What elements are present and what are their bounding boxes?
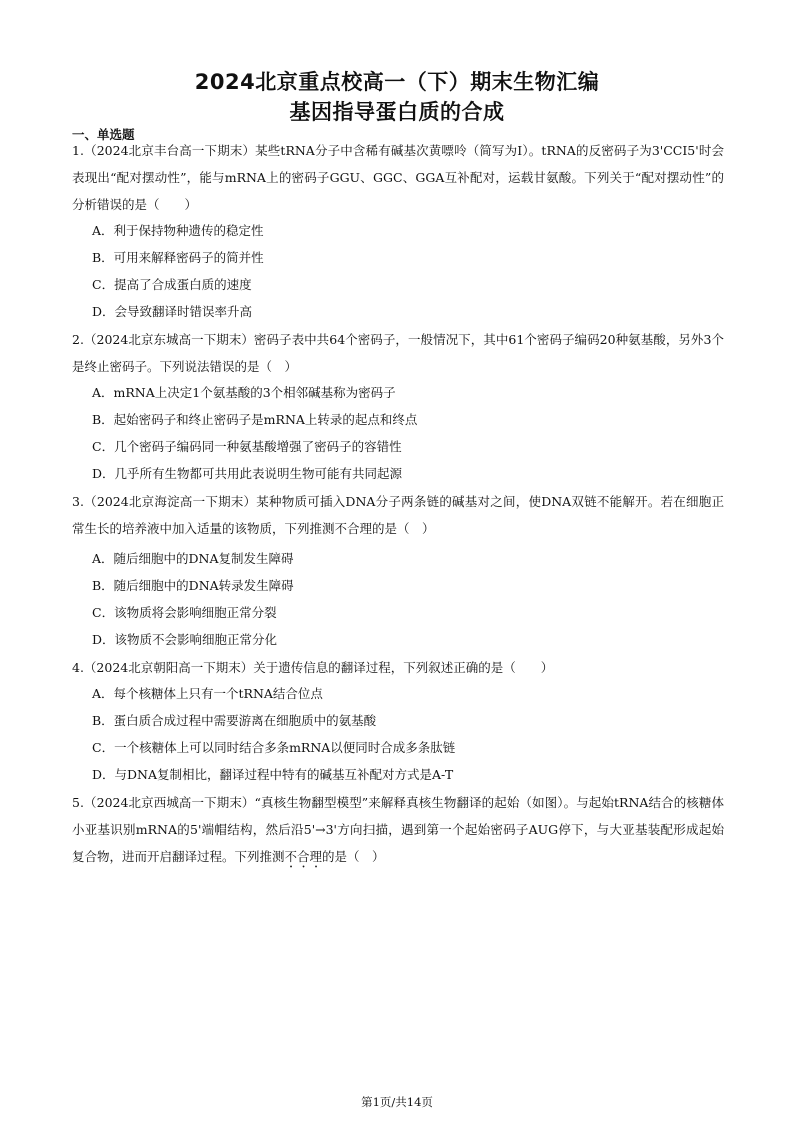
document-subtitle: 基因指导蛋白质的合成 <box>289 100 505 124</box>
question-4-option-c: C．一个核糖体上可以同时结合多条mRNA以便同时合成多条肽链 <box>92 740 456 755</box>
question-3-stem: 3.（2024北京海淀高一下期末）某种物质可插入DNA分子两条链的碱基对之间，使DNA双链不能解开。若在细胞正常生长的培养液中加入适量的该物质，下列推测不合理的是（ ） <box>72 494 724 536</box>
question-2-option-b: B．起始密码子和终止密码子是mRNA上转录的起点和终点 <box>92 412 418 427</box>
question-5-stem-text: 5.（2024北京西城高一下期末）“真核生物翻型模型”来解释真核生物翻译的起始（如图）。与起始tRNA结合的核糖体小亚基识别mRNA的5'端帽结构，然后沿5'→3'方向扫描，遇到第一个起始密码子AUG停下，与大亚基装配形成起始复合物，进而开启翻译过程。下列推测 <box>72 795 724 864</box>
question-2-option-d: D．几乎所有生物都可共用此表说明生物可能有共同起源 <box>92 466 403 481</box>
question-1-option-b: B．可用来解释密码子的简并性 <box>92 250 264 265</box>
document-title: 2024北京重点校高一（下）期末生物汇编 <box>194 70 600 94</box>
question-2-stem: 2.（2024北京东城高一下期末）密码子表中共64个密码子，一般情况下，其中61个密码子编码20种氨基酸，另外3个是终止密码子。下列说法错误的是（ ） <box>72 332 724 374</box>
section-heading: 一、单选题 <box>72 127 135 142</box>
question-3-option-a: A．随后细胞中的DNA复制发生障碍 <box>92 551 294 566</box>
question-4-option-a: A．每个核糖体上只有一个tRNA结合位点 <box>92 686 323 701</box>
question-1-stem: 1.（2024北京丰台高一下期末）某些tRNA分子中含稀有碱基次黄嘌呤（简写为I）。tRNA的反密码子为3'CCI5'时会表现出“配对摆动性”，能与mRNA上的密码子GGU、GGC、GGA互补配对，运载甘氨酸。下列关于“配对摆动性”的分析错误的是（ ） <box>72 143 724 212</box>
page-number: 第1页/共14页 <box>361 1095 433 1109</box>
question-1-option-c: C．提高了合成蛋白质的速度 <box>92 277 252 292</box>
question-5-stem <box>72 789 724 871</box>
question-4-option-b: B．蛋白质合成过程中需要游离在细胞质中的氨基酸 <box>92 713 377 728</box>
question-5-stem-end: 的是（ ） <box>322 849 385 864</box>
question-1-option-a: A．利于保持物种遗传的稳定性 <box>92 223 264 238</box>
question-2-option-c: C．几个密码子编码同一种氨基酸增强了密码子的容错性 <box>92 439 402 454</box>
question-3-option-b: B．随后细胞中的DNA转录发生障碍 <box>92 578 294 593</box>
question-1-option-d: D．会导致翻译时错误率升高 <box>92 304 253 319</box>
question-3-option-c: C．该物质将会影响细胞正常分裂 <box>92 605 277 620</box>
question-3-option-d: D．该物质不会影响细胞正常分化 <box>92 632 278 647</box>
question-5-emphasis: 不合理 <box>284 849 323 864</box>
question-4-option-d: D．与DNA复制相比，翻译过程中特有的碱基互补配对方式是A-T <box>92 767 454 782</box>
question-4-stem: 4.（2024北京朝阳高一下期末）关于遗传信息的翻译过程，下列叙述正确的是（ ） <box>72 660 554 675</box>
question-2-option-a: A．mRNA上决定1个氨基酸的3个相邻碱基称为密码子 <box>92 385 396 400</box>
